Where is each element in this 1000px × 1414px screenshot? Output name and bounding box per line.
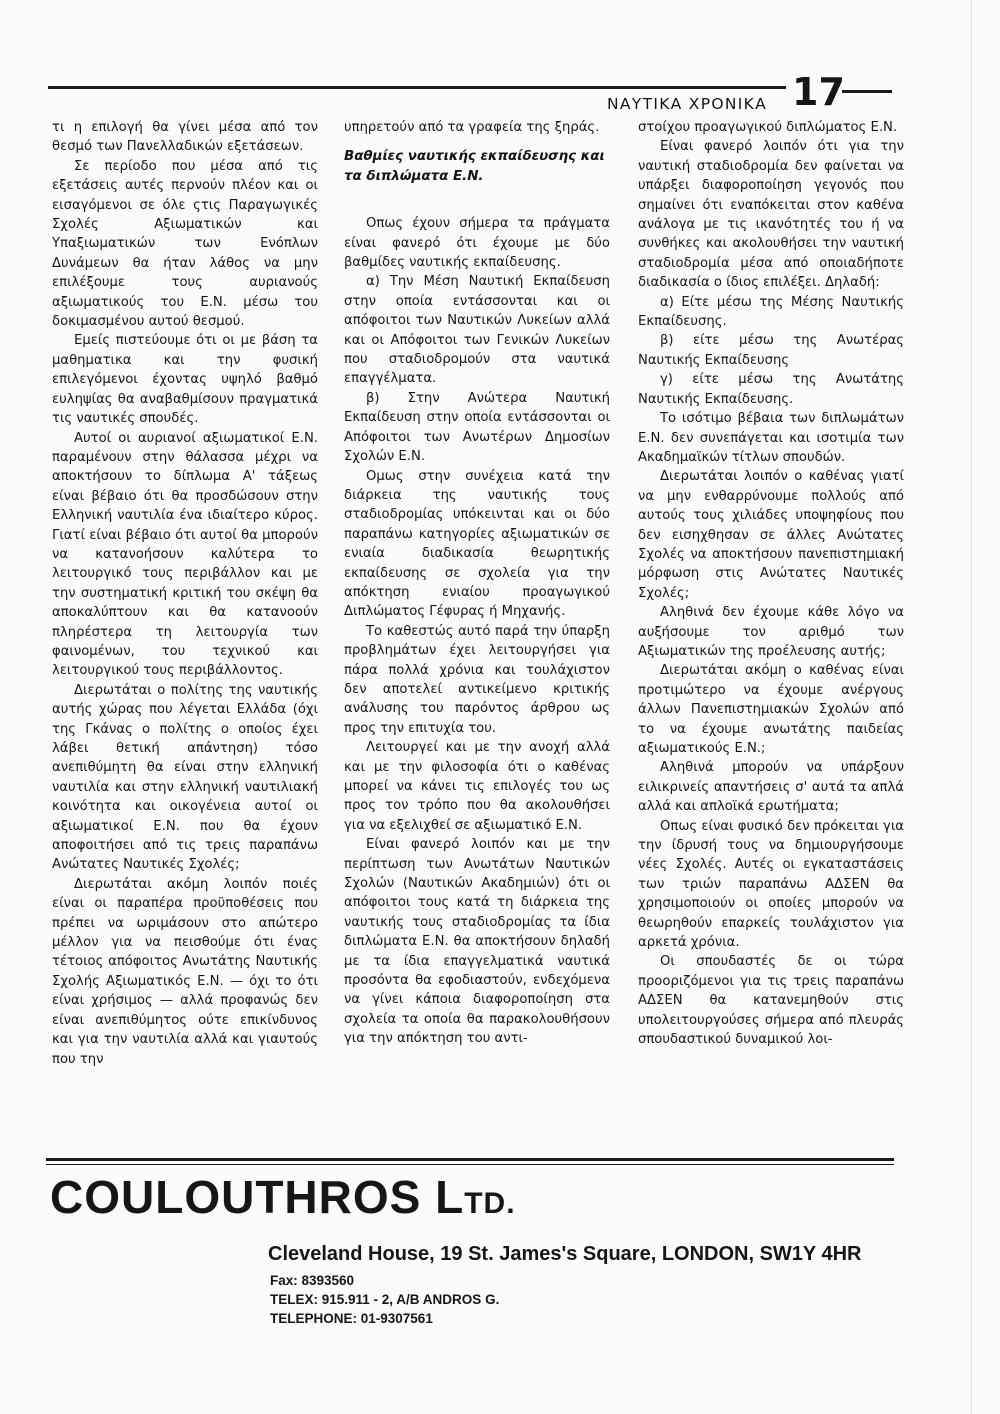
- paragraph: Είναι φανερό λοιπόν και με την περίπτωση των Ανωτάτων Ναυτικών Σχολών (Ναυτικών Ακαδημιών) ότι οι απόφοιτοι τους κατά τη διάρκεια της ναυτικής τους σταδιοδρομίας τα ίδια διπλώματα Ε.Ν. θα αποκτήσουν δηλαδή με τα ίδια επαγγελματικά ναυτικά προσόντα θα εφοδιαστούν, ενδεχόμενα να γίνει κάποια διαφοροποίηση στα σχολεία τα οποία θα παρακολουθήσουν για την απόκτηση του αντι-: [344, 837, 610, 1047]
- paragraph: Οπως είναι φυσικό δεν πρόκειται για την ίδρυσή τους να δημιουργήσουμε νέες Σχολές. Αυτές οι εγκαταστάσεις των τριών παραπάνω ΑΔΣΕΝ θα χρησιμοποιούν οι οποίες μπορούν να θεωρηθούν επαρκείς τουλάχιστον για αρκετά χρόνια.: [638, 818, 904, 951]
- magazine-title: ΝΑΥΤΙΚΑ ΧΡΟΝΙΚΑ: [607, 95, 767, 113]
- paragraph: Αυτοί οι αυριανοί αξιωματικοί Ε.Ν. παραμένουν στην θάλασσα μέχρι να αποκτήσουν το δίπλωμα Α' τάξεως είναι βέβαιο ότι θα προσδώσουν στην Ελληνική ναυτιλία ένα ιδιαίτερο κύρος. Γιατί είναι βέβαιο ότι αυτοί θα μπορούν να κατανοήσουν καλύτερα το λειτουργικό τους περιβάλλον και με την συστηματική κριτική του σκέψη θα αποκαλύπτουν και θα κατανοούν πληρέστερα τη λειτουργία των φαινομένων, του τεχνικού και λειτουργικού τους περιβάλλοντος.: [52, 430, 318, 679]
- paragraph: Είναι φανερό λοιπόν ότι για την ναυτική σταδιοδρομία δεν φαίνεται να υπάρξει διαφοροποίηση γεγονός που σημαίνει ότι εναπόκειται στον καθένα ανάλογα με τις ικανότητές του ή να συνθήκες και ακολουθήσει την ναυτική σταδιοδρομία μέσα από οποιαδήποτε διαδικασία ο ίδιος επιλέξει. Δηλαδή:: [638, 139, 904, 291]
- advert-brand: [50, 1172, 516, 1229]
- paragraph: β) Στην Ανώτερα Ναυτική Εκπαίδευση στην οποία εντάσσονται οι Απόφοιτοι των Ανωτέρων Δημοσίων Σχολών Ε.Ν.: [344, 390, 610, 465]
- paragraph: Σε περίοδο που μέσα από τις εξετάσεις αυτές περνούν πλέον και οι εισαγόμενοι σε όλε ςτις Παραγωγικές Σχολές Αξιωματικών και Υπαξιωματικών των Ενόπλων Δυνάμεων θα ήταν λάθος να μην επιλέξουμε τους αυριανούς αξιωματικούς του Ε.Ν. μέσω του δοκιμασμένου αυτού θεσμού.: [52, 158, 318, 330]
- header-rule-right: [842, 90, 892, 93]
- paragraph: Διερωτάται λοιπόν ο καθένας γιατί να μην ενθαρρύνουμε πολλούς από αυτούς τους χιλιάδες υποψηφίους που δεν εισηχθησαν σε άλλες Ανώτατες Σχολές να αποκτήσουν πανεπιστημιακή μόρφωση στις Ανώτατες Ναυτικές Σχολές;: [638, 469, 904, 601]
- paragraph: υπηρετούν από τα γραφεία της ξηράς.: [344, 120, 600, 135]
- paragraph: Εμείς πιστεύουμε ότι οι με βάση τα μαθηματικα και την φυσική επιλεγόμενοι έχοντας υψηλό βαθμό ευληψίας θα αναβαθμίσουν πραγματικά τις ναυτικές σπουδές.: [52, 333, 318, 427]
- paragraph: Διερωτάται ακόμη λοιπόν ποιές είναι οι παραπέρα προϋποθέσεις που πρέπει να ωριμάσουν στο απώτερο μέλλον για να πεισθούμε ότι ένας τέτοιος απόφοιτος Ανωτάτης Ναυτικής Σχολής Αξιωματικός Ε.Ν. — όχι το ότι είναι χρήσιμος — αλλά προφανώς δεν είναι ανεπιθύμητος ούτε επικίνδυνος και για την ναυτιλία αλλά και γιαυτούς που την: [52, 876, 318, 1067]
- paragraph: Οι σπουδαστές δε οι τώρα προοριζόμενοι για τις τρεις παραπάνω ΑΔΣΕΝ θα κατανεμηθούν στις υπολειτουργούσες σήμερα από πλευράς σπουδαστικού δυναμικού λοι-: [638, 954, 904, 1048]
- paragraph: Οπως έχουν σήμερα τα πράγματα είναι φανερό ότι έχουμε με δύο βαθμίδες ναυτικής εκπαίδευσης.: [344, 216, 610, 271]
- paragraph: στοίχου προαγωγικού διπλώματος Ε.Ν.: [638, 120, 898, 135]
- paragraph: τι η επιλογή θα γίνει μέσα από τον θεσμό των Πανελλαδικών εξετάσεων.: [52, 120, 318, 155]
- brand-suffix: TD.: [464, 1187, 516, 1220]
- paragraph: γ) είτε μέσω της Ανωτάτης Ναυτικής Εκπαίδευσης.: [638, 372, 904, 407]
- paragraph: Διερωτάται ακόμη ο καθένας είναι προτιμώτερο να έχουμε ανέργους άλλων Πανεπιστημιακών Σχολών από το να έχουμε ανωτάτης παιδείας αξιωματικούς Ε.Ν.;: [638, 663, 904, 756]
- paragraph: Αληθινά μπορούν να υπάρξουν ειλικρινείς απαντήσεις σ' αυτά τα απλά αλλά και απλοϊκά ερωτήματα;: [638, 760, 904, 815]
- advert-address: Cleveland House, 19 St. James's Square, LONDON, SW1Y 4HR: [268, 1243, 862, 1265]
- paragraph: α) Είτε μέσω της Μέσης Ναυτικής Εκπαίδευσης.: [638, 294, 904, 330]
- paragraph: Ομως στην συνέχεια κατά την διάρκεια της ναυτικής τους σταδιοδρομίας υπόκεινται και οι δύο παραπάνω κατηγορίες αξιωματικών σε ενιαία διαδικασία θεωρητικής εκπαίδευσης σε σχολεία για την απόκτηση ενιαίου προαγωγικού Διπλώματος Γέφυρας ή Μηχανής.: [344, 468, 610, 620]
- paragraph: α) Την Μέση Ναυτική Εκπαίδευση στην οποία εντάσσονται και οι απόφοιτοι των Ναυτικών Λυκείων αλλά και οι Απόφοιτοι των Γενικών Λυκείων που σταδιοδρομούν στα ναυτικά επαγγέλματα.: [344, 274, 610, 387]
- advert-rule-thin: [46, 1164, 894, 1165]
- paragraph: β) είτε μέσω της Ανωτέρας Ναυτικής Εκπαίδευσης: [638, 333, 904, 368]
- advert-telephone: TELEPHONE: 01-9307561: [270, 1311, 433, 1326]
- header-rule-left: [48, 86, 786, 89]
- brand-name: COULOUTHROS L: [50, 1171, 465, 1223]
- paragraph: Το ισότιμο βέβαια των διπλωμάτων Ε.Ν. δεν συνεπάγεται και ισοτιμία των Ακαδημαϊκών τίτλων σπουδών.: [638, 411, 904, 465]
- advert-telex: TELEX: 915.911 - 2, A/B ANDROS G.: [270, 1292, 500, 1307]
- advert-fax: Fax: 8393560: [270, 1273, 355, 1288]
- paragraph: Διερωτάται ο πολίτης της ναυτικής αυτής χώρας που λέγεται Ελλάδα (όχι της Γκάνας ο πολίτης ο οποίος έχει λάβει θετική απάντηση) τόσο ανεπιθύμητη θα είναι στην ελληνική ναυτιλία και στην ελληνική ναυτιλιακή κοινότητα και οικογένεια αυτοί οι αξιωματικοί Ε.Ν. που θα έχουν αποφοιτήσει από τις τρεις παραπάνω Ανώτατες Ναυτικές Σχολές;: [52, 682, 318, 873]
- paragraph: Το καθεστώς αυτό παρά την ύπαρξη προβλημάτων έχει λειτουργήσει για πάρα πολλά χρόνια και τουλάχιστον δεν αποτελεί αντικείμενο κριτικής ανάλυσης του παρόντος άρθρου ως προς την επιτυχία του.: [344, 623, 610, 736]
- section-heading: Βαθμίες ναυτικής εκπαίδευσης και τα διπλώματα Ε.Ν.: [344, 149, 605, 184]
- paragraph: Αληθινά δεν έχουμε κάθε λόγο να αυξήσουμε τον αριθμό των Αξιωματικών της προέλευσης αυτής;: [638, 605, 904, 659]
- page-number: 17: [792, 70, 845, 114]
- column-2: [344, 118, 610, 1049]
- column-3: [638, 118, 904, 1050]
- advert-rule: [46, 1158, 894, 1161]
- column-1: [52, 118, 318, 1069]
- paragraph: Λειτουργεί και με την ανοχή αλλά και με την φιλοσοφία ότι ο καθένας μπορεί να κάνει τις επιλογές του ως προς τον τρόπο που θα ακολουθήσει για να εξελιχθεί σε αξιωματικό Ε.Ν.: [344, 740, 610, 833]
- page-edge: [971, 0, 972, 1414]
